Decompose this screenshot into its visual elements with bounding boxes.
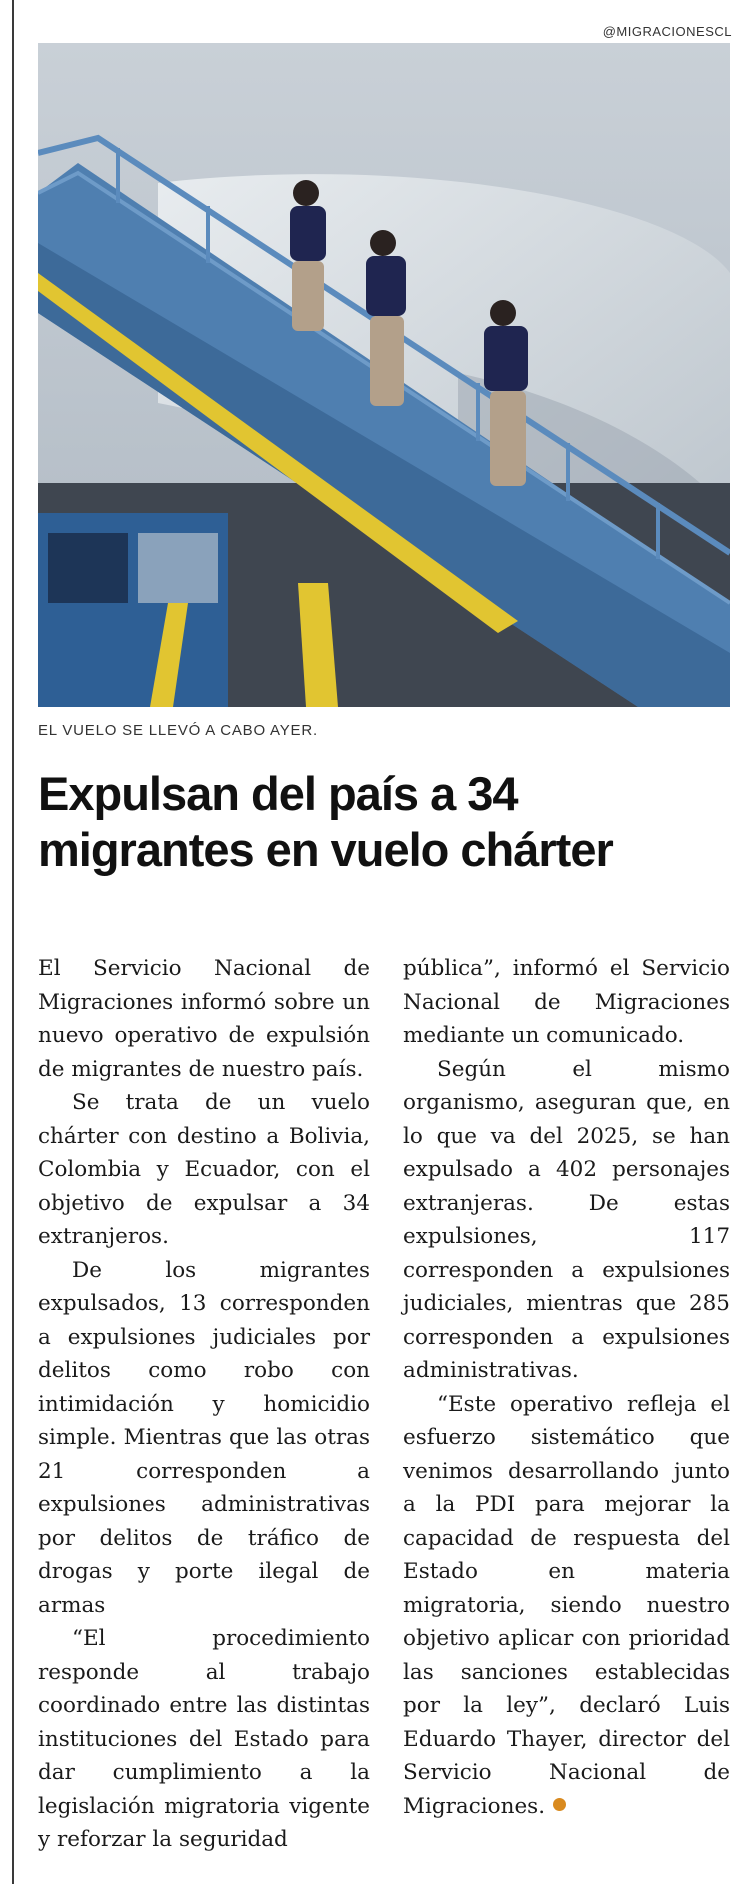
headline-line-2: migrantes en vuelo chárter [38,823,613,876]
officer-figure-2 [366,230,406,406]
paragraph: pública”, informó el Servicio Nacional de Migraciones mediante un comunicado. [403,956,730,1048]
headline-line-1: Expulsan del país a 34 [38,767,518,820]
paragraph: Se trata de un vuelo chárter con destino a Bolivia, Colombia y Ecuador, con el objetivo de expulsar a 34 extranjeros. [38,1090,370,1249]
paragraph-final [403,1388,730,1824]
end-of-article-icon [553,1798,566,1811]
paragraph: Según el mismo organismo, aseguran que, en lo que va del 2025, se han expulsado a 402 personajes extranjeras. De estas expulsiones, 117 corresponden a expulsiones judiciales, mientras que 285 corresponden a expulsiones administrativas. [403,1056,730,1383]
headline [38,766,738,878]
paragraph: El Servicio Nacional de Migraciones informó sobre un nuevo operativo de expulsión de migrantes de nuestro país. [38,956,370,1082]
page-left-rule [12,0,14,1884]
article-photo [38,43,730,707]
paragraph: “El procedimiento responde al trabajo coordinado entre las distintas instituciones del Estado para dar cumplimiento a la legislación migratoria vigente y reforzar la seguridad [38,1626,370,1852]
airplane-stairs-image [38,43,730,707]
photo-credit: @MIGRACIONESCL [602,24,732,39]
body-column-right [403,952,730,1823]
paragraph-text: “Este operativo refleja el esfuerzo sistemático que venimos desarrollando junto a la PDI para mejorar la capacidad de respuesta del Estado en materia migratoria, siendo nuestro objetivo aplicar con prioridad las sanciones establecidas por la ley”, declaró Luis Eduardo Thayer, director del Servicio Nacional de Migraciones. [403,1391,730,1819]
paragraph: De los migrantes expulsados, 13 corresponden a expulsiones judiciales por delitos como robo con intimidación y homicidio simple. Mientras que las otras 21 corresponden a expulsiones administrativas por delitos de tráfico de drogas y porte ilegal de armas [38,1257,370,1618]
photo-caption: EL VUELO SE LLEVÓ A CABO AYER. [38,722,318,739]
body-column-left [38,952,370,1857]
